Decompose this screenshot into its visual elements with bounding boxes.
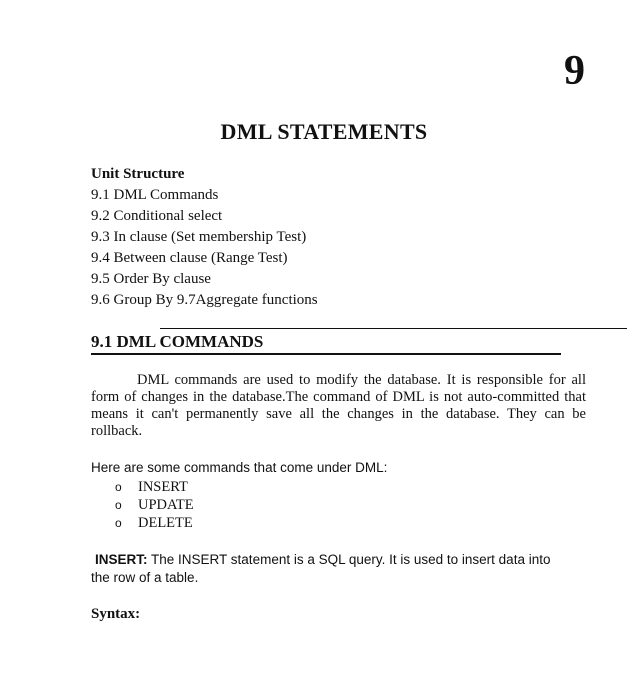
section-divider-bottom xyxy=(91,353,561,355)
toc-item: 9.6 Group By 9.7Aggregate functions xyxy=(91,292,318,308)
dml-description-paragraph: DML commands are used to modify the database. It is responsible for all form of changes in the database.The command of DML is not auto-committed that means it can't permanently save all the changes in the database. They can be rollback. xyxy=(91,372,586,439)
list-item xyxy=(115,478,194,496)
insert-label: INSERT: xyxy=(95,552,148,567)
bullet-icon: o xyxy=(115,516,122,530)
toc-item: 9.5 Order By clause xyxy=(91,271,211,287)
unit-structure-heading: Unit Structure xyxy=(91,166,185,182)
section-heading: 9.1 DML COMMANDS xyxy=(91,332,264,351)
bullet-icon: o xyxy=(115,480,122,494)
command-label: DELETE xyxy=(138,515,193,531)
insert-text: The INSERT statement is a SQL query. It is used to insert data into the row of a table. xyxy=(91,552,551,585)
list-item xyxy=(115,496,194,514)
toc-item: 9.1 DML Commands xyxy=(91,187,219,203)
dml-command-list xyxy=(115,478,194,532)
list-item xyxy=(115,514,194,532)
syntax-heading: Syntax: xyxy=(91,606,141,622)
insert-description xyxy=(91,551,571,587)
toc-item: 9.2 Conditional select xyxy=(91,208,223,224)
chapter-number: 9 xyxy=(564,48,585,94)
bullet-icon: o xyxy=(115,498,122,512)
commands-intro: Here are some commands that come under DML: xyxy=(91,460,388,475)
command-label: UPDATE xyxy=(138,497,194,513)
command-label: INSERT xyxy=(138,479,188,495)
toc-item: 9.4 Between clause (Range Test) xyxy=(91,250,288,266)
chapter-title: DML STATEMENTS xyxy=(220,119,428,144)
toc-item: 9.3 In clause (Set membership Test) xyxy=(91,229,307,245)
section-divider-top xyxy=(160,328,627,329)
unit-structure-list xyxy=(91,185,318,311)
